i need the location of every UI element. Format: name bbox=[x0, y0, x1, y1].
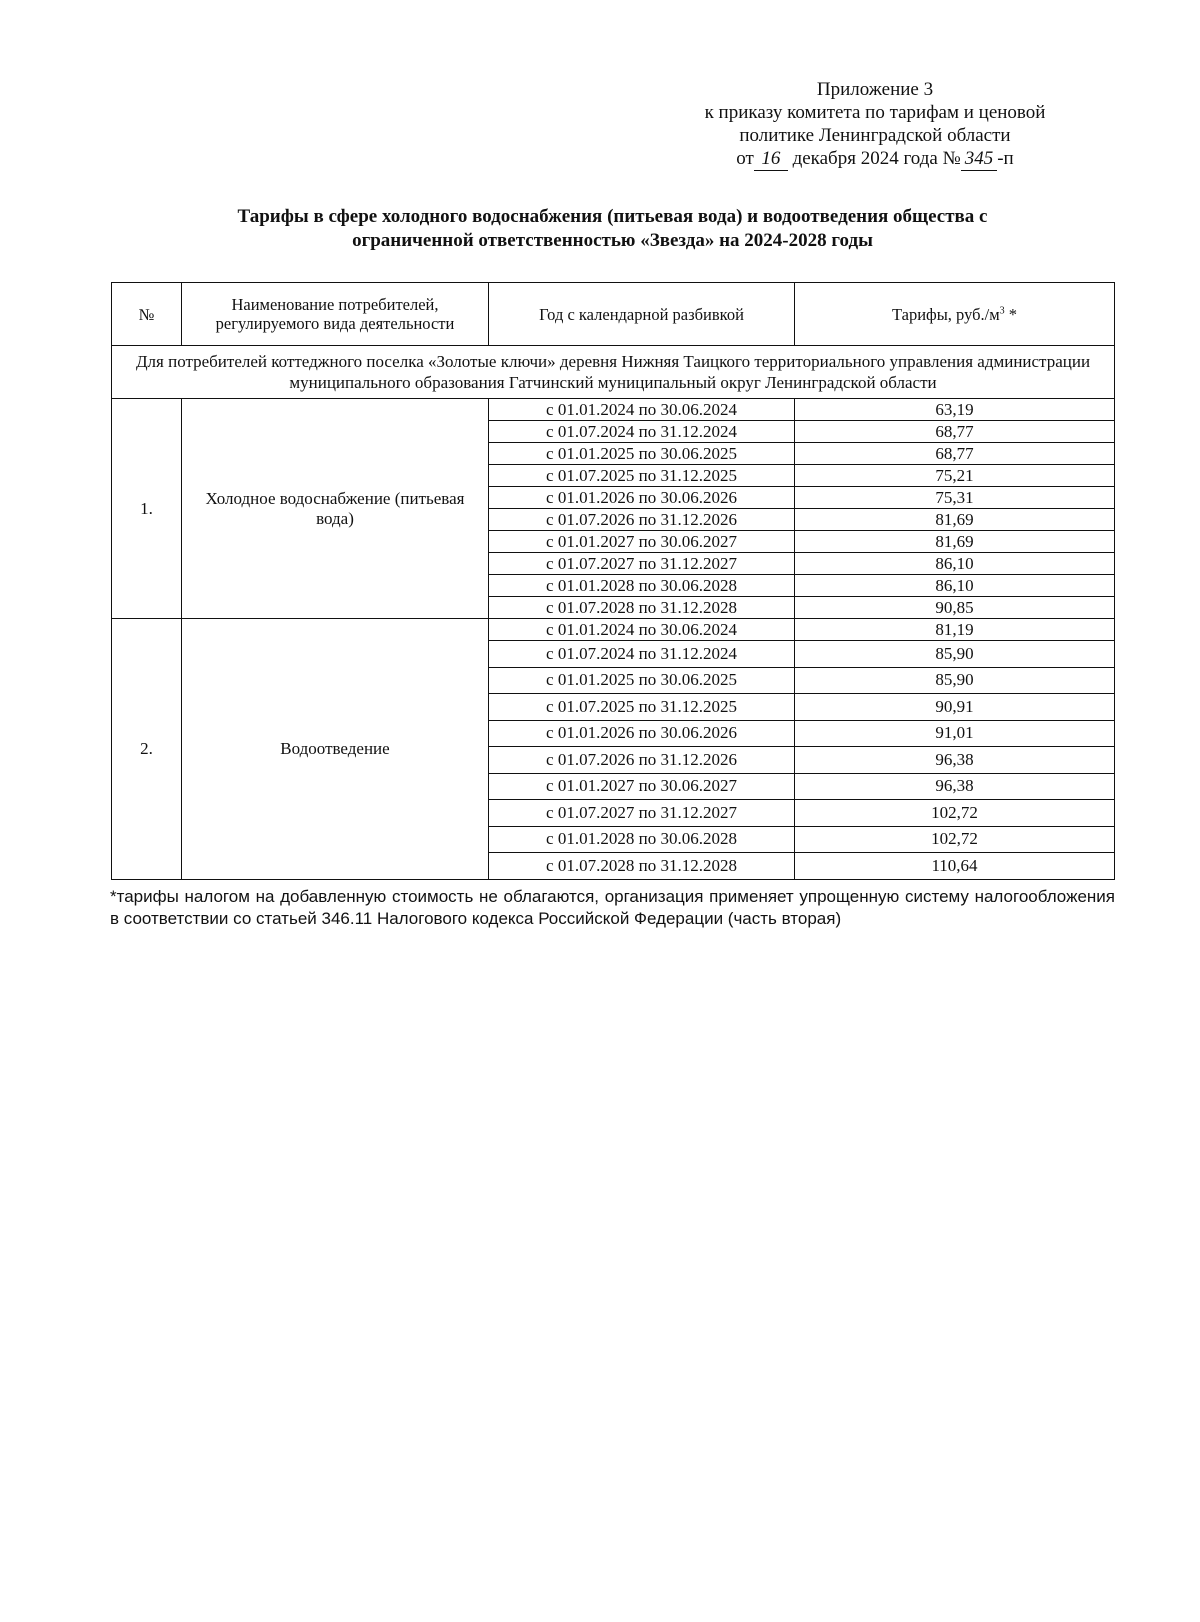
period-cell: с 01.07.2024 по 31.12.2024 bbox=[489, 421, 795, 443]
period-cell: с 01.07.2028 по 31.12.2028 bbox=[489, 853, 795, 880]
handwritten-order-number: 345 bbox=[961, 147, 998, 171]
appendix-order-ref-1: к приказу комитета по тарифам и ценовой bbox=[704, 102, 1046, 123]
handwritten-day: 16 bbox=[754, 147, 788, 171]
tariff-cell: 90,85 bbox=[795, 597, 1115, 619]
tariff-cell: 102,72 bbox=[795, 800, 1115, 827]
period-cell: с 01.07.2024 по 31.12.2024 bbox=[489, 641, 795, 668]
table-row bbox=[112, 619, 1115, 641]
period-cell: с 01.07.2026 по 31.12.2026 bbox=[489, 509, 795, 531]
appendix-date-line bbox=[640, 147, 1110, 171]
tariff-cell: 85,90 bbox=[795, 667, 1115, 694]
tariff-cell: 96,38 bbox=[795, 747, 1115, 774]
period-cell: с 01.07.2025 по 31.12.2025 bbox=[489, 465, 795, 487]
period-cell: с 01.01.2025 по 30.06.2025 bbox=[489, 667, 795, 694]
title-line-1: Тарифы в сфере холодного водоснабжения (питьевая вода) и водоотведения общества с bbox=[237, 206, 988, 227]
vat-footnote: *тарифы налогом на добавленную стоимость не облагаются, организация применяет упрощенную систему налогообложения в соответствии со статьей 346.11 Налогового кодекса Российской Федерации (часть вторая) bbox=[110, 887, 1115, 928]
period-cell: с 01.01.2026 по 30.06.2026 bbox=[489, 487, 795, 509]
period-cell: с 01.01.2026 по 30.06.2026 bbox=[489, 720, 795, 747]
period-cell: с 01.01.2028 по 30.06.2028 bbox=[489, 826, 795, 853]
tariff-cell: 63,19 bbox=[795, 399, 1115, 421]
tariff-cell: 91,01 bbox=[795, 720, 1115, 747]
date-rest: декабря 2024 года № bbox=[792, 148, 961, 169]
consumer-group-row bbox=[112, 346, 1115, 399]
date-prefix: от bbox=[736, 148, 754, 169]
appendix-order-ref-2: политике Ленинградской области bbox=[739, 125, 1011, 146]
period-cell: с 01.07.2028 по 31.12.2028 bbox=[489, 597, 795, 619]
period-cell: с 01.07.2027 по 31.12.2027 bbox=[489, 800, 795, 827]
tariff-cell: 96,38 bbox=[795, 773, 1115, 800]
period-cell: с 01.07.2025 по 31.12.2025 bbox=[489, 694, 795, 721]
period-cell: с 01.07.2027 по 31.12.2027 bbox=[489, 553, 795, 575]
section-name: Водоотведение bbox=[182, 619, 489, 880]
period-cell: с 01.01.2024 по 30.06.2024 bbox=[489, 399, 795, 421]
tariff-cell: 75,31 bbox=[795, 487, 1115, 509]
period-cell: с 01.07.2026 по 31.12.2026 bbox=[489, 747, 795, 774]
section-name: Холодное водоснабжение (питьевая вода) bbox=[182, 399, 489, 619]
appendix-header bbox=[640, 78, 1110, 171]
tariff-cell: 86,10 bbox=[795, 575, 1115, 597]
tariff-cell: 68,77 bbox=[795, 421, 1115, 443]
tariff-cell: 110,64 bbox=[795, 853, 1115, 880]
tariff-cell: 102,72 bbox=[795, 826, 1115, 853]
order-suffix: -п bbox=[997, 148, 1014, 169]
table-row bbox=[112, 399, 1115, 421]
period-cell: с 01.01.2027 по 30.06.2027 bbox=[489, 773, 795, 800]
table-header-row bbox=[112, 283, 1115, 346]
tariff-cell: 81,69 bbox=[795, 531, 1115, 553]
tariff-cell: 85,90 bbox=[795, 641, 1115, 668]
header-period: Год с календарной разбивкой bbox=[489, 283, 795, 346]
tariff-cell: 90,91 bbox=[795, 694, 1115, 721]
tariff-cell: 81,69 bbox=[795, 509, 1115, 531]
appendix-title: Приложение 3 bbox=[816, 79, 934, 100]
title-line-2: ограниченной ответственностью «Звезда» на 2024-2028 годы bbox=[352, 230, 873, 251]
tariff-table bbox=[111, 282, 1115, 880]
period-cell: с 01.01.2027 по 30.06.2027 bbox=[489, 531, 795, 553]
tariff-cell: 75,21 bbox=[795, 465, 1115, 487]
header-no: № bbox=[112, 283, 182, 346]
consumer-group-label: Для потребителей коттеджного поселка «Золотые ключи» деревня Нижняя Таицкого территориального управления администрации муниципального образования Гатчинский муниципальный округ Ленинградской области bbox=[112, 346, 1115, 399]
section-number: 1. bbox=[112, 399, 182, 619]
header-name: Наименование потребителей, регулируемого вида деятельности bbox=[182, 283, 489, 346]
period-cell: с 01.01.2024 по 30.06.2024 bbox=[489, 619, 795, 641]
period-cell: с 01.01.2025 по 30.06.2025 bbox=[489, 443, 795, 465]
document-title bbox=[110, 205, 1115, 253]
tariff-cell: 81,19 bbox=[795, 619, 1115, 641]
header-tariff: Тарифы, $руб./м^3$ * bbox=[795, 283, 1115, 346]
period-cell: с 01.01.2028 по 30.06.2028 bbox=[489, 575, 795, 597]
tariff-cell: 68,77 bbox=[795, 443, 1115, 465]
section-number: 2. bbox=[112, 619, 182, 880]
tariff-cell: 86,10 bbox=[795, 553, 1115, 575]
